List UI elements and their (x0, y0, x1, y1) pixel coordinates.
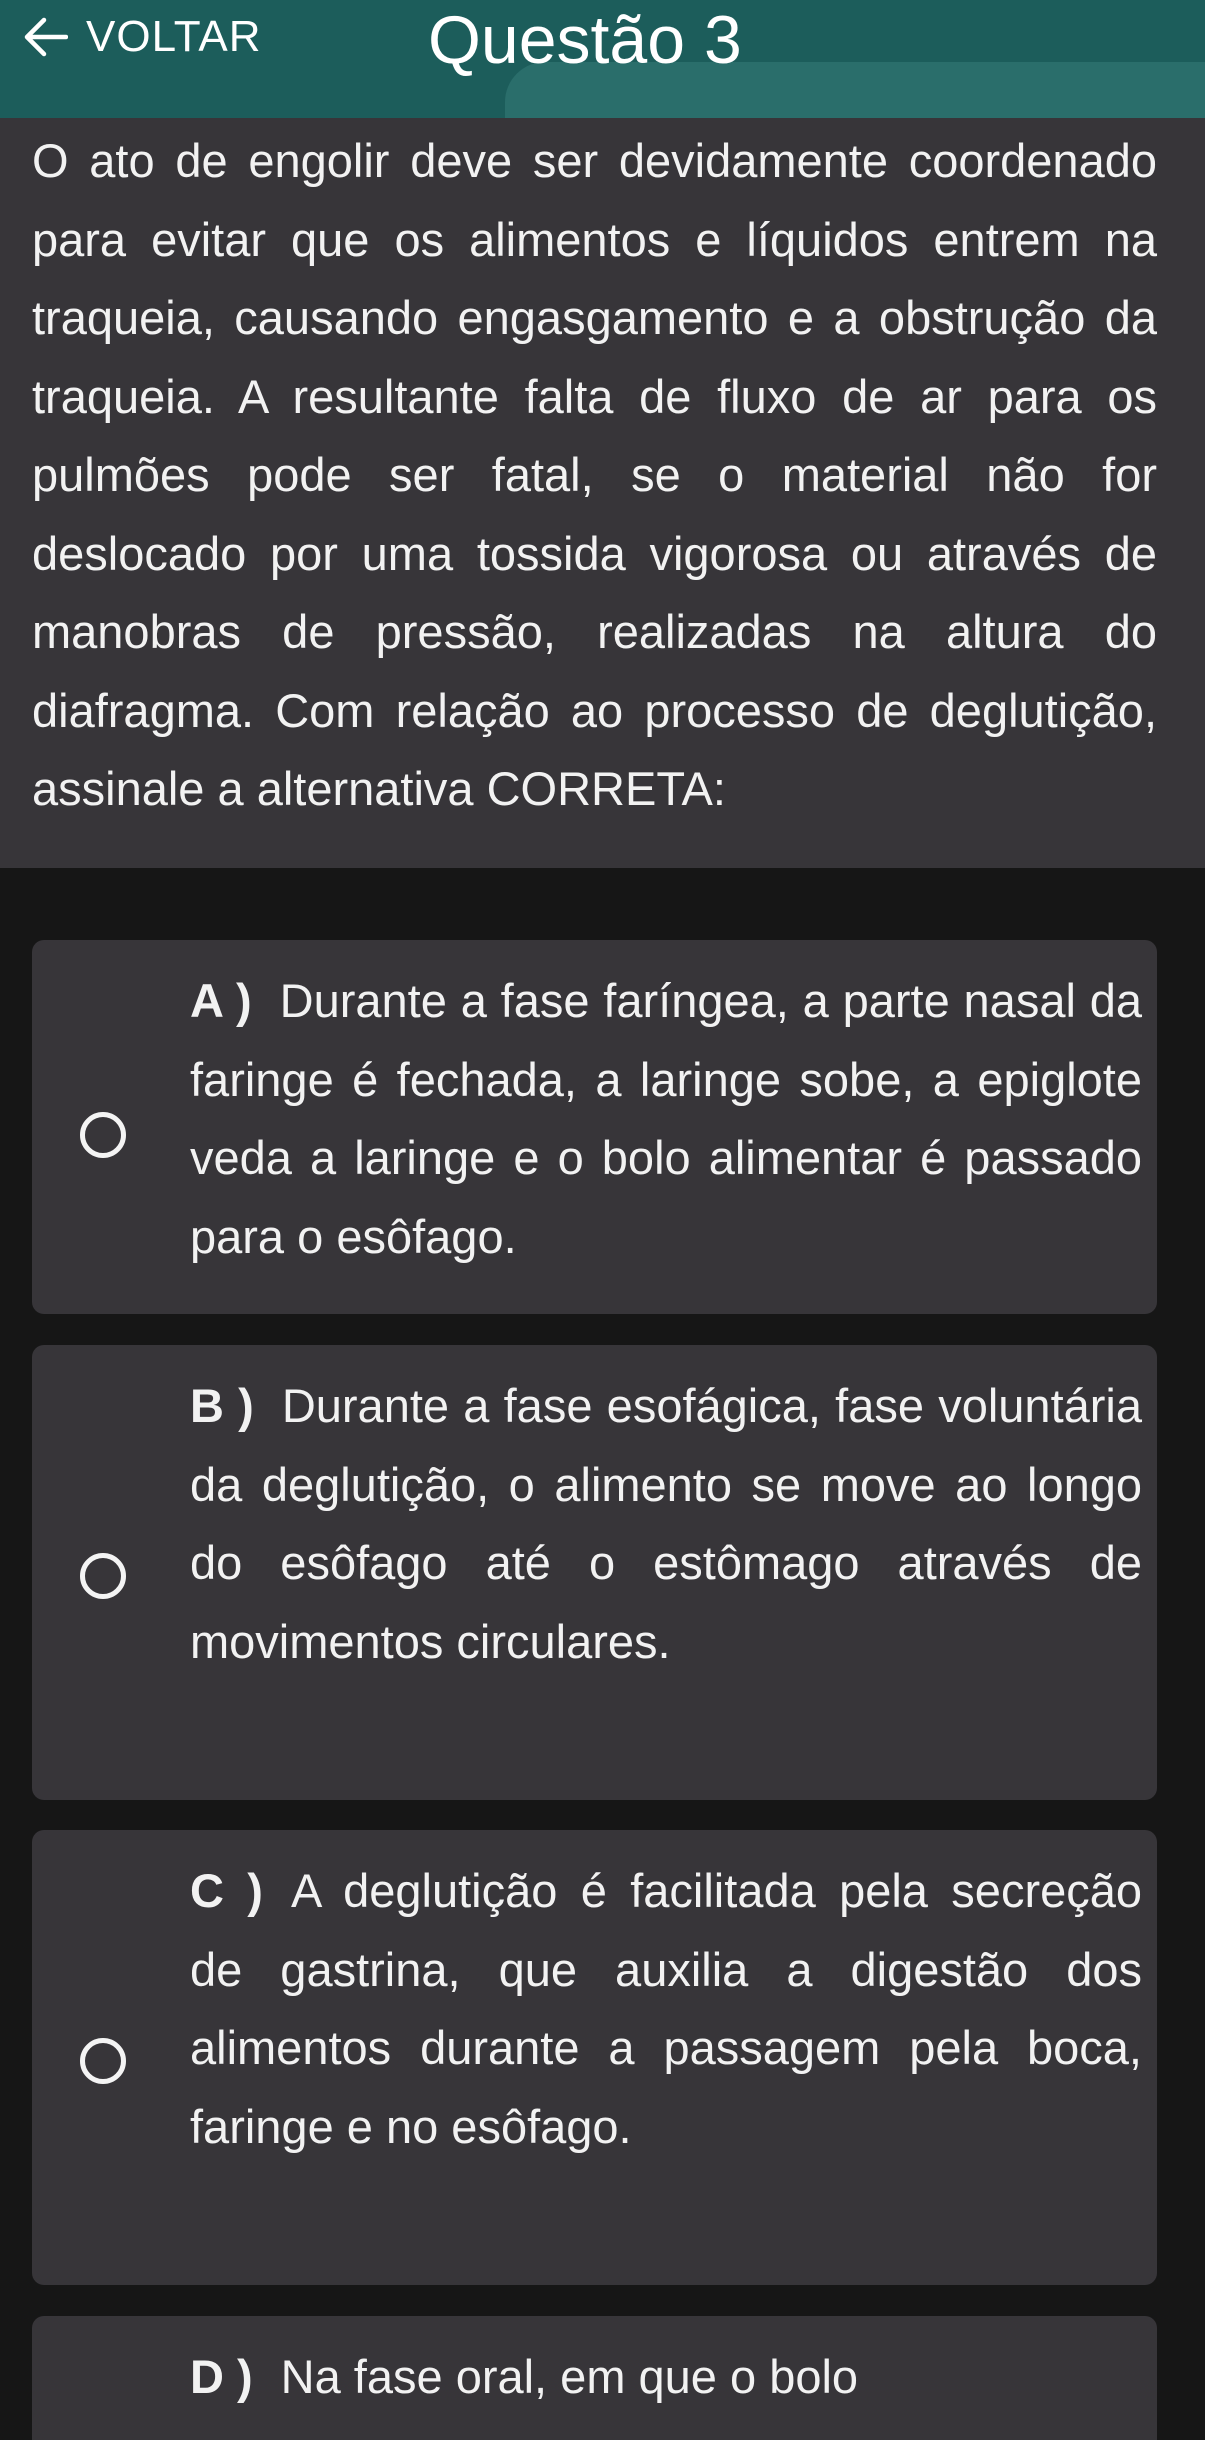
arrow-left-icon (22, 17, 68, 57)
option-text (190, 1367, 1142, 1681)
page-title: Questão 3 (428, 2, 742, 78)
back-label: VOLTAR (86, 12, 262, 61)
radio-unchecked-icon[interactable] (80, 1553, 126, 1599)
option-d[interactable] (32, 2316, 1157, 2440)
option-label: Durante a fase esofágica, fase voluntária da deglutição, o alimento se move ao longo do esôfago até o estômago através de movimentos circulares. (190, 1379, 1143, 1668)
radio-unchecked-icon[interactable] (80, 1112, 126, 1158)
option-text (190, 2338, 1142, 2417)
option-text (190, 1852, 1142, 2166)
option-label: A deglutição é facilitada pela secreção de gastrina, que auxilia a digestão dos alimentos durante a passagem pela boca, faringe e no esôfago. (190, 1864, 1143, 2153)
option-letter: C ) (190, 1864, 263, 1917)
option-label: Durante a fase faríngea, a parte nasal da faringe é fechada, a laringe sobe, a epiglote veda a laringe e o bolo alimentar é passado para o esôfago. (190, 974, 1142, 1263)
top-bar (0, 0, 1205, 118)
option-text (190, 962, 1142, 1276)
option-label: Na fase oral, em que o bolo (280, 2350, 859, 2403)
option-letter: A ) (190, 974, 252, 1027)
option-letter: B ) (190, 1379, 254, 1432)
radio-unchecked-icon[interactable] (80, 2038, 126, 2084)
option-a[interactable] (32, 940, 1157, 1314)
option-b[interactable] (32, 1345, 1157, 1800)
option-letter: D ) (190, 2350, 253, 2403)
option-c[interactable] (32, 1830, 1157, 2285)
back-button[interactable] (22, 6, 262, 68)
question-text: O ato de engolir deve ser devidamente coordenado para evitar que os alimentos e líquidos entrem na traqueia, causando engasgamento e a obstrução da traqueia. A resultante falta de fluxo de ar para os pulmões pode ser fatal, se o material não for deslocado por uma tossida vigorosa ou através de manobras de pressão, realizadas na altura do diafragma. Com relação ao processo de deglutição, assinale a alternativa CORRETA: (32, 134, 1157, 815)
question-panel (0, 118, 1205, 868)
